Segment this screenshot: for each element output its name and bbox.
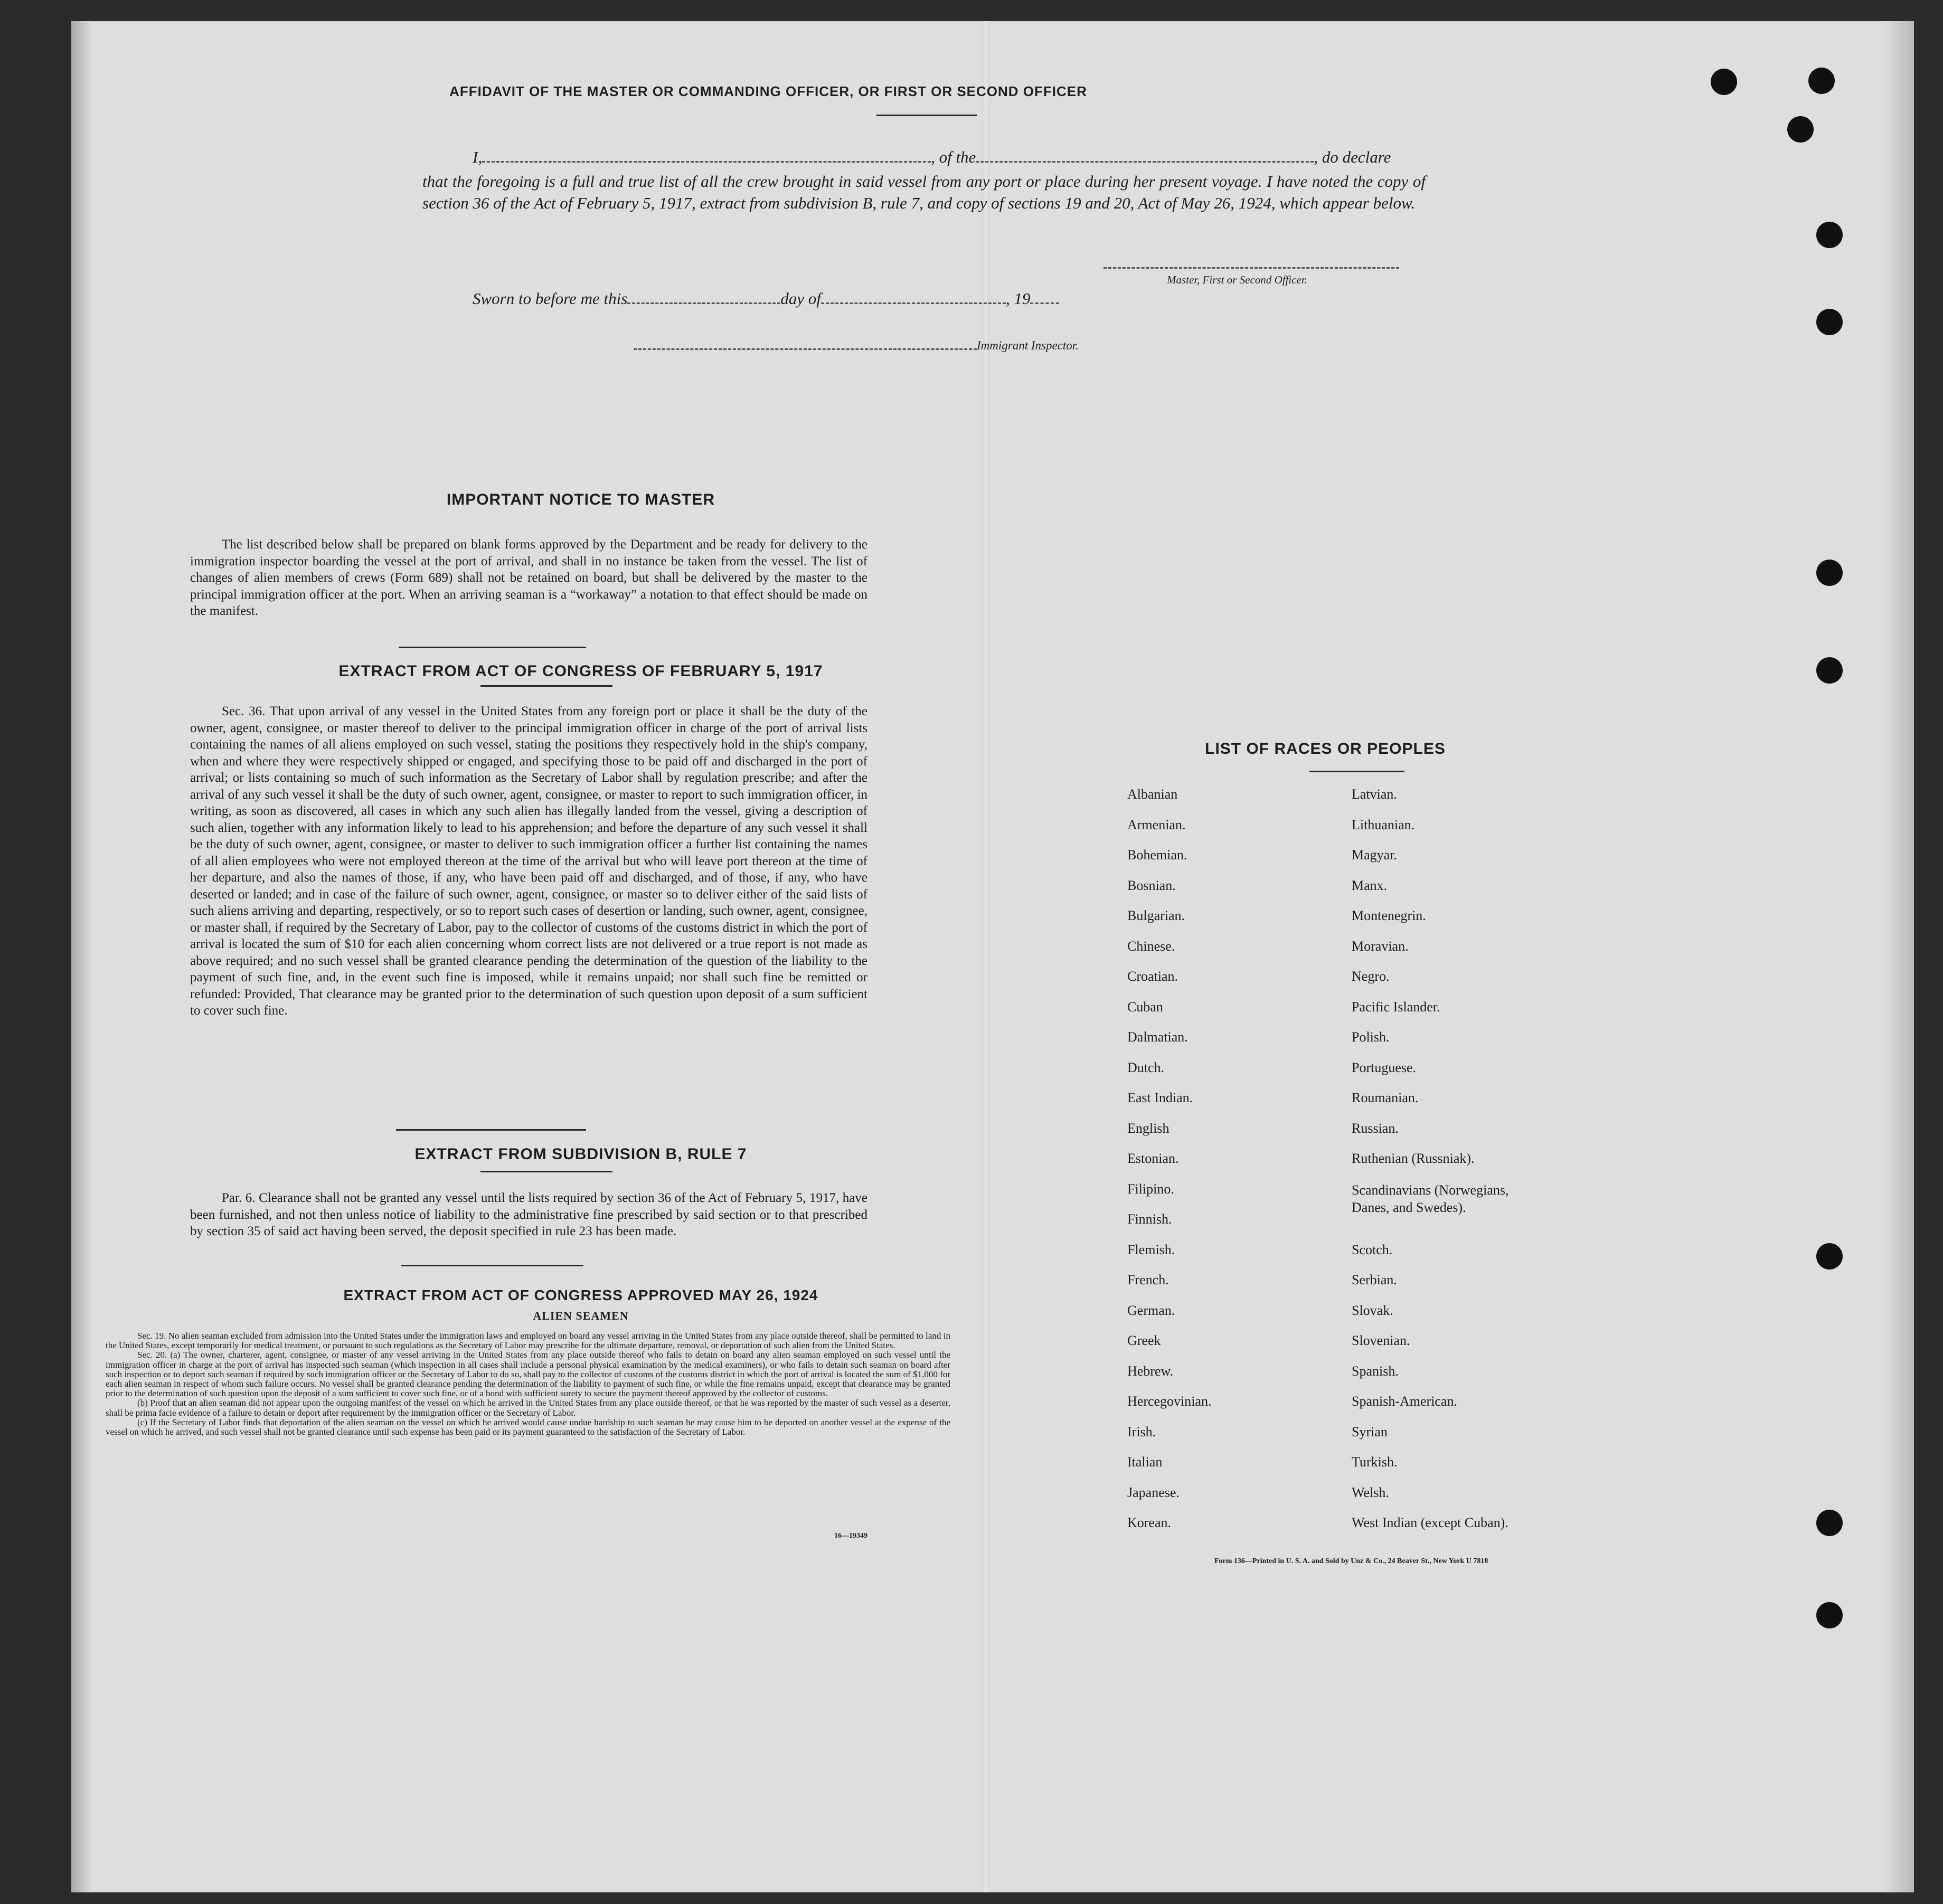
race-item: Cuban: [1127, 999, 1163, 1015]
race-item: Hebrew.: [1127, 1363, 1174, 1379]
race-item: Bohemian.: [1127, 847, 1187, 863]
sworn-year-field[interactable]: [1030, 302, 1059, 304]
punch-hole: [1816, 309, 1843, 335]
race-item: Slovak.: [1352, 1302, 1393, 1318]
race-item: Croatian.: [1127, 969, 1178, 984]
punch-hole: [1816, 560, 1843, 586]
race-item: Greek: [1127, 1333, 1161, 1348]
alien-seamen-subheading: ALIEN SEAMEN: [533, 1309, 629, 1322]
extract-1924-heading: EXTRACT FROM ACT OF CONGRESS APPROVED MAY 26, 1924: [343, 1287, 818, 1303]
races-column-1: [1127, 787, 1212, 1546]
race-item: Pacific Islander.: [1352, 999, 1440, 1015]
year-label: , 19: [1005, 289, 1031, 308]
race-item: Spanish-American.: [1352, 1394, 1458, 1409]
race-item: Welsh.: [1352, 1484, 1389, 1500]
rule7-text: [190, 1190, 867, 1240]
extract-1924-text: [106, 1331, 950, 1437]
punch-hole: [1787, 116, 1814, 143]
declare-label: , do declare: [1314, 148, 1391, 166]
race-item: Moravian.: [1352, 938, 1409, 954]
sworn-line: [473, 289, 1059, 308]
par6-paragraph: Par. 6. Clearance shall not be granted any vessel until the lists required by section 36 of the Act of February 5, 1917, have been furnished, and not then unless notice of liability to the administrative fine prescribed by said section or to that prescribed by section 35 of said act having been served, the deposit specified in rule 23 has been made.: [190, 1191, 867, 1238]
day-of-label: day of: [780, 289, 821, 308]
race-item: Syrian: [1352, 1424, 1388, 1439]
races-column-2: [1352, 787, 1542, 1546]
declarant-name-field[interactable]: [482, 161, 931, 163]
race-item: Scandinavians (Norwegians, Danes, and Swedes).: [1352, 1182, 1509, 1215]
race-item: Manx.: [1352, 877, 1388, 893]
extract-1917-heading: EXTRACT FROM ACT OF CONGRESS OF FEBRUARY 5, 1917: [338, 662, 823, 680]
race-item: Armenian.: [1127, 817, 1186, 832]
sec19-paragraph: Sec. 19. No alien seaman excluded from admission into the United States under the immigration laws and employed on board any vessel arriving in the United States from any place outside thereof, shall be permitted to land in the United States, except temporarily for medical treatment, or pursuant to such regulations as the Secretary of Labor may prescribe for the ultimate departure, removal, or deportation of such alien from the United States.: [106, 1331, 950, 1351]
race-item: Turkish.: [1352, 1454, 1398, 1470]
race-item: West Indian (except Cuban).: [1352, 1515, 1508, 1530]
race-item: Korean.: [1127, 1515, 1172, 1530]
punch-hole: [1816, 1602, 1843, 1628]
race-item: Latvian.: [1352, 787, 1397, 802]
race-item: English: [1127, 1120, 1169, 1136]
race-item: Japanese.: [1127, 1484, 1180, 1500]
declaration-line: [473, 148, 1391, 167]
race-item: Polish.: [1352, 1029, 1390, 1045]
rule7-heading: EXTRACT FROM SUBDIVISION B, RULE 7: [414, 1145, 747, 1163]
race-item: Scotch.: [1352, 1242, 1393, 1257]
divider: [399, 647, 586, 648]
race-item: Russian.: [1352, 1120, 1399, 1136]
punch-hole: [1711, 69, 1737, 95]
race-item: German.: [1127, 1302, 1175, 1318]
sworn-month-field[interactable]: [821, 302, 1006, 304]
race-item: Flemish.: [1127, 1242, 1175, 1257]
affidavit-title: AFFIDAVIT OF THE MASTER OR COMMANDING OFFICER, OR FIRST OR SECOND OFFICER: [449, 83, 1087, 99]
notice-text: [190, 536, 867, 620]
races-heading: LIST OF RACES OR PEOPLES: [1205, 740, 1446, 757]
sec20b-paragraph: (b) Proof that an alien seaman did not appear upon the outgoing manifest of the vessel on which he arrived in the United States from any place outside thereof, or that he was reported by the master of such vessel as a deserter, shall be prima facie evidence of a failure to detain or deport after requirement by the immigration officer or the Secretary of Labor.: [106, 1398, 950, 1418]
race-item: Chinese.: [1127, 938, 1175, 954]
punch-hole: [1808, 68, 1835, 94]
race-item: Slovenian.: [1352, 1333, 1410, 1348]
form-code: 16—19349: [834, 1532, 867, 1540]
sworn-day-field[interactable]: [627, 302, 780, 304]
race-item: Dalmatian.: [1127, 1029, 1188, 1045]
race-item: Spanish.: [1352, 1363, 1399, 1379]
race-item: Irish.: [1127, 1424, 1156, 1439]
race-item: French.: [1127, 1272, 1169, 1287]
sec20c-paragraph: (c) If the Secretary of Labor finds that deportation of the alien seaman on the vessel on which he arrived would cause undue hardship to such seaman he may cause him to be deported on another vessel at the expense of the vessel on which he arrived, and such vessel shall not be granted clearance until such expense has been paid or its payment guaranteed to the satisfaction of the Secretary of Labor.: [106, 1417, 950, 1437]
divider: [396, 1129, 586, 1131]
divider: [480, 685, 612, 687]
document-page: [71, 21, 1914, 1892]
punch-hole: [1816, 657, 1843, 684]
printer-footer: Form 136—Printed in U. S. A. and Sold by Unz & Co., 24 Beaver St., New York U 7818: [1214, 1557, 1488, 1565]
race-item: Magyar.: [1352, 847, 1397, 863]
vessel-label: , of the: [931, 148, 976, 166]
race-item: Portuguese.: [1352, 1059, 1417, 1075]
race-item: Dutch.: [1127, 1059, 1165, 1075]
race-item: Albanian: [1127, 787, 1178, 802]
inspector-signature-field[interactable]: [634, 348, 977, 350]
punch-hole: [1816, 1243, 1843, 1270]
inspector-label: Immigrant Inspector.: [977, 339, 1079, 352]
race-item: Filipino.: [1127, 1181, 1174, 1197]
race-item: Negro.: [1352, 969, 1390, 984]
sec20a-paragraph: Sec. 20. (a) The owner, charterer, agent, consignee, or master of any vessel arriving in the United States from any place outside thereof who fails to detain on board any alien seaman employed on such vessel until the immigration officer in charge at the port of arrival has inspected such seaman (which inspection in all cases shall include a personal physical examination by the medical examiners), or who fails to detain such seaman on board after such inspection or to deport such seaman if required by such immigration officer or the Secretary of Labor to do so, shall pay to the collector of customs of the customs district in which the port of arrival is located the sum of $1,000 for each alien seaman in respect of whom such failure occurs. No vessel shall be granted clearance pending the determination of the liability to payment of such fine, or while the fine remains unpaid, except that clearance may be granted prior to the determination of such question upon the deposit of a sum sufficient to cover such fine, or of a bond with sufficient surety to secure the payment thereof approved by the collector of customs.: [106, 1350, 950, 1399]
declaration-body: that the foregoing is a full and true list of all the crew brought in said vessel from any port or place during her present voyage. I have noted the copy of section 36 of the Act of February 5, 1917, extract from subdivision B, rule 7, and copy of sections 19 and 20, Act of May 26, 1924, which appear below.: [422, 172, 1426, 212]
race-item: Italian: [1127, 1454, 1163, 1470]
race-item: Estonian.: [1127, 1151, 1179, 1166]
race-item: Bulgarian.: [1127, 908, 1185, 923]
divider: [401, 1265, 583, 1266]
sec36-paragraph: Sec. 36. That upon arrival of any vessel in the United States from any foreign port or place it shall be the duty of the owner, agent, consignee, or master thereof to deliver to the principal immigration officer in charge of the port of arrival lists containing the names of all aliens employed on such vessel, stating the positions they respectively hold in the ship's company, when and where they were respectively shipped or engaged, and specifying those to be paid off and discharged in the port of arrival; or lists containing so much of such information as the Secretary of Labor shall by regulation prescribe; and after the arrival of any such vessel it shall be the duty of such owner, agent, consignee, or master to report to such immigration officer, in writing, as soon as discovered, all cases in which any such alien has illegally landed from the vessel, giving a description of such alien, together with any information likely to lead to his apprehension; and before the departure of any such vessel it shall be the duty of such owner, agent, consignee, or master to deliver to such immigration officer a further list containing the names of all alien employees who were not employed thereon at the time of the arrival but who will leave port thereon at the time of her departure, and also the names of those, if any, who have been paid off and discharged, and of those, if any, who have deserted or landed; and in case of the failure of such owner, agent, consignee, or master so to deliver either of the said lists of such aliens arriving and departing, respectively, or so to report such cases of desertion or landing, such owner, agent, consignee, or master shall, if required by the Secretary of Labor, pay to the collector of customs of the customs district in which the port of arrival is located the sum of $10 for each alien concerning whom correct lists are not delivered or a true report is not made as above required; and no such vessel shall be granted clearance pending the determination of the question of the liability to the payment of such fine, and, in the event such fine is imposed, while it remains unpaid; nor shall such fine be remitted or refunded: Provided, That clearance may be granted prior to the determination of such question upon deposit of a sum sufficient to cover such fine.: [190, 704, 867, 1018]
divider: [1309, 771, 1404, 772]
punch-hole: [1816, 222, 1843, 248]
race-item: Lithuanian.: [1352, 817, 1415, 832]
master-signature-field[interactable]: [1103, 267, 1399, 269]
divider: [876, 115, 977, 116]
race-item: Finnish.: [1127, 1211, 1172, 1227]
race-item: Roumanian.: [1352, 1090, 1419, 1105]
divider: [480, 1171, 612, 1172]
race-item: Ruthenian (Russniak).: [1352, 1151, 1475, 1166]
vessel-name-field[interactable]: [976, 161, 1314, 163]
declarant-prefix: I,: [473, 148, 483, 166]
race-item: Serbian.: [1352, 1272, 1397, 1287]
master-signature-label: Master, First or Second Officer.: [1167, 273, 1307, 286]
race-item: East Indian.: [1127, 1090, 1193, 1105]
extract-1917-text: [190, 703, 867, 1019]
notice-paragraph: The list described below shall be prepared on blank forms approved by the Department and be ready for delivery to the immigration inspector boarding the vessel at the port of arrival, and shall in no instance be taken from the vessel. The list of changes of alien members of crews (Form 689) shall not be retained on board, but shall be delivered by the master to the principal immigration officer at the port. When an arriving seaman is a “workaway” a notation to that effect should be made on the manifest.: [190, 537, 867, 618]
race-item: Montenegrin.: [1352, 908, 1426, 923]
race-item: Hercegovinian.: [1127, 1394, 1212, 1409]
punch-hole: [1816, 1510, 1843, 1536]
notice-heading: IMPORTANT NOTICE TO MASTER: [446, 491, 715, 508]
sworn-label: Sworn to before me this: [473, 289, 628, 308]
race-item: Bosnian.: [1127, 877, 1176, 893]
